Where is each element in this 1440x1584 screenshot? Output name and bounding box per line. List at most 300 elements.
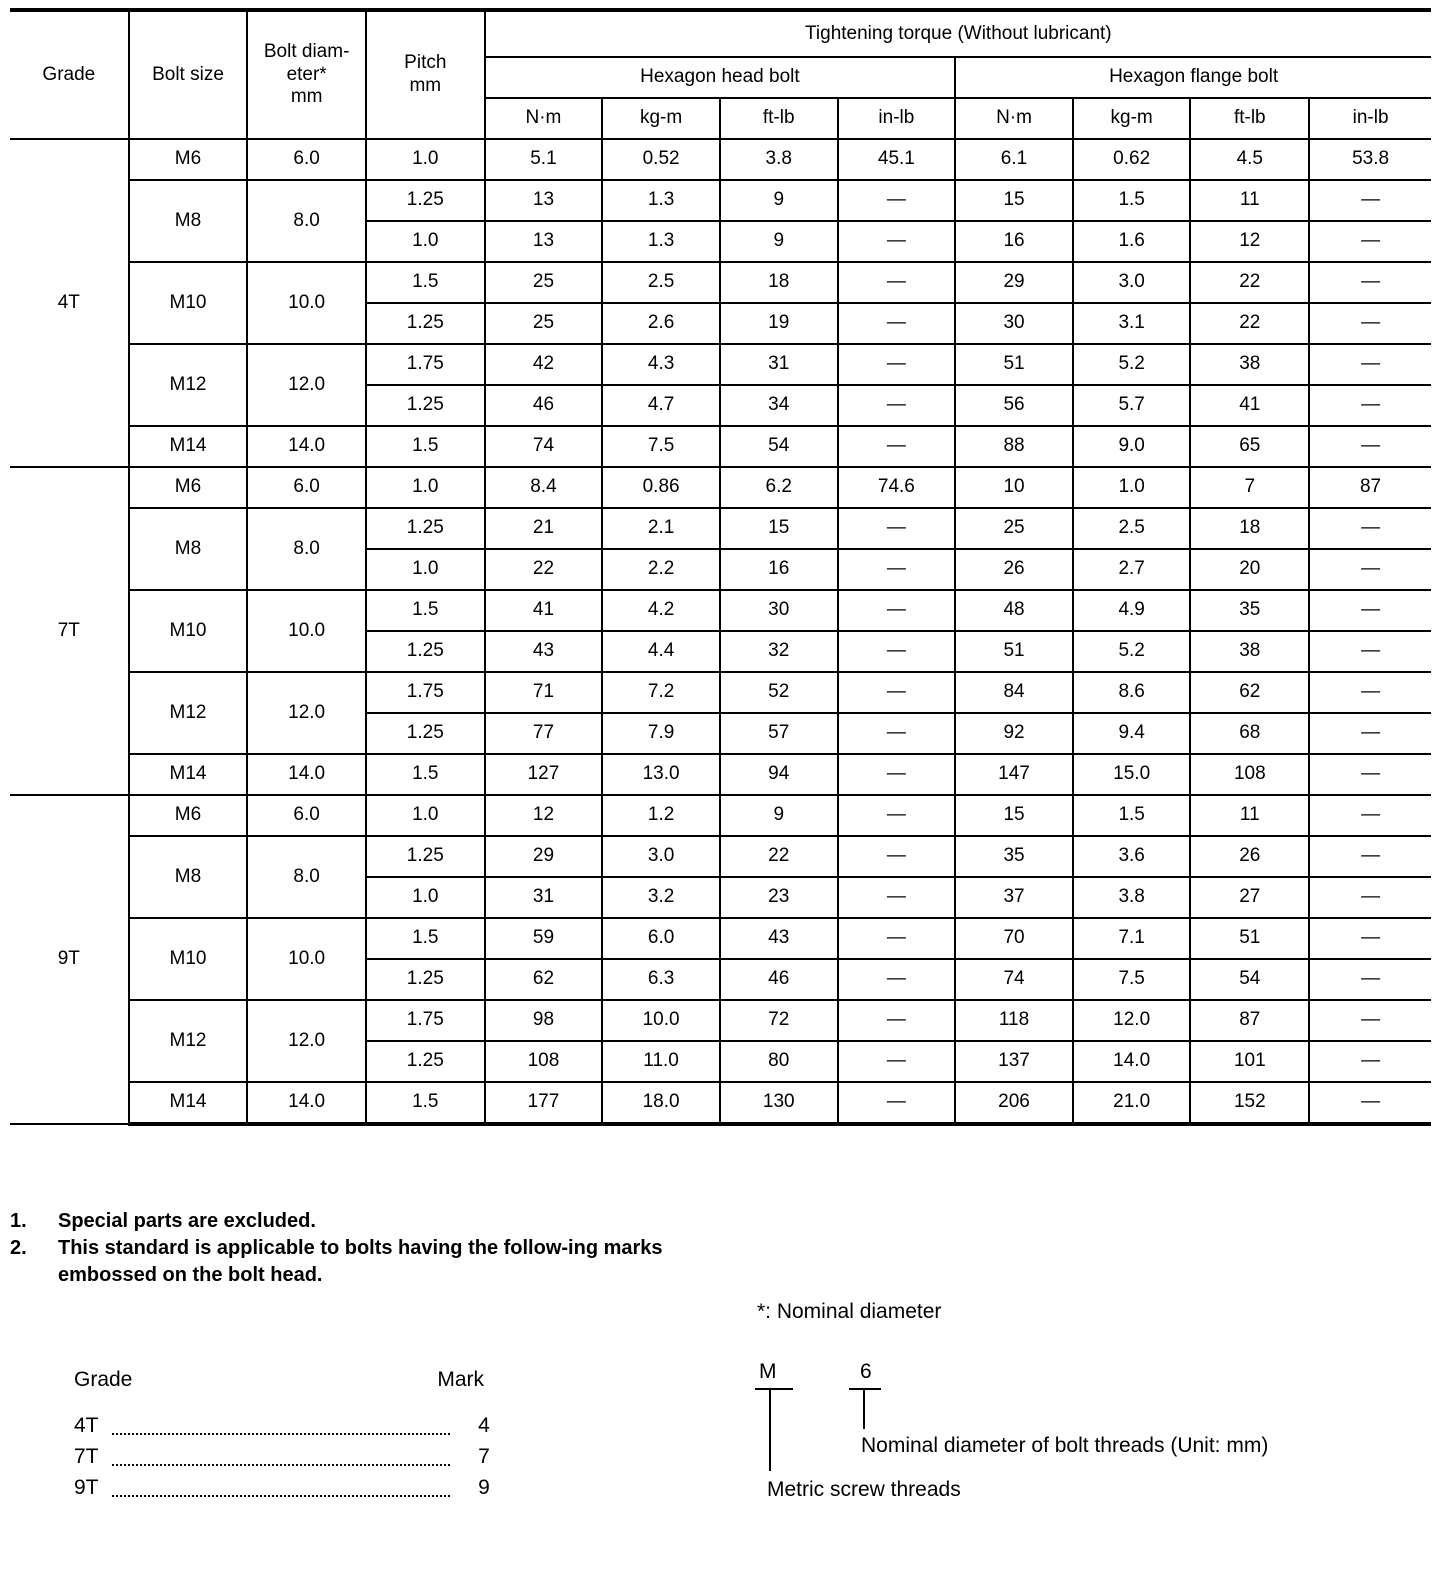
pitch-cell: 1.5 bbox=[366, 1082, 485, 1124]
unit-header: kg-m bbox=[602, 98, 720, 139]
torque-value-cell: 22 bbox=[485, 549, 603, 590]
pitch-cell: 1.25 bbox=[366, 1041, 485, 1082]
bolt-diameter-cell: 14.0 bbox=[247, 754, 366, 795]
bolt-size-cell: M12 bbox=[129, 1000, 248, 1082]
torque-value-cell: 62 bbox=[1190, 672, 1309, 713]
bolt-diameter-cell: 8.0 bbox=[247, 180, 366, 262]
table-row bbox=[10, 754, 1431, 795]
pitch-cell: 1.0 bbox=[366, 139, 485, 180]
table-row bbox=[10, 1000, 1431, 1041]
torque-value-cell: 2.6 bbox=[602, 303, 720, 344]
torque-value-cell: 118 bbox=[955, 1000, 1073, 1041]
torque-value-cell: — bbox=[838, 713, 956, 754]
table-header bbox=[10, 10, 1431, 139]
torque-value-cell: 5.2 bbox=[1073, 631, 1191, 672]
torque-value-cell: 18 bbox=[1190, 508, 1309, 549]
pitch-cell: 1.5 bbox=[366, 754, 485, 795]
torque-value-cell: 13.0 bbox=[602, 754, 720, 795]
torque-value-cell: 2.7 bbox=[1073, 549, 1191, 590]
pitch-cell: 1.0 bbox=[366, 221, 485, 262]
bolt-size-cell: M8 bbox=[129, 508, 248, 590]
torque-value-cell: 130 bbox=[720, 1082, 838, 1124]
torque-value-cell: 9 bbox=[720, 221, 838, 262]
torque-value-cell: 3.0 bbox=[1073, 262, 1191, 303]
torque-value-cell: 0.62 bbox=[1073, 139, 1191, 180]
torque-value-cell: 53.8 bbox=[1309, 139, 1431, 180]
torque-value-cell: 29 bbox=[955, 262, 1073, 303]
table-row bbox=[10, 180, 1431, 221]
torque-value-cell: 62 bbox=[485, 959, 603, 1000]
bolt-diameter-cell: 12.0 bbox=[247, 344, 366, 426]
torque-value-cell: 7.1 bbox=[1073, 918, 1191, 959]
torque-value-cell: 152 bbox=[1190, 1082, 1309, 1124]
torque-value-cell: 84 bbox=[955, 672, 1073, 713]
torque-value-cell: 46 bbox=[485, 385, 603, 426]
bolt-diameter-header-line1: Bolt diam- bbox=[263, 40, 350, 62]
torque-value-cell: — bbox=[838, 1082, 956, 1124]
torque-value-cell: 80 bbox=[720, 1041, 838, 1082]
table-row bbox=[10, 590, 1431, 631]
torque-value-cell: 25 bbox=[955, 508, 1073, 549]
torque-value-cell: 4.9 bbox=[1073, 590, 1191, 631]
torque-value-cell: 9 bbox=[720, 795, 838, 836]
bolt-size-header: Bolt size bbox=[129, 10, 248, 139]
unit-header: in-lb bbox=[1309, 98, 1431, 139]
torque-value-cell: 1.3 bbox=[602, 221, 720, 262]
torque-value-cell: 5.7 bbox=[1073, 385, 1191, 426]
torque-title-header: Tightening torque (Without lubricant) bbox=[485, 10, 1431, 57]
torque-value-cell: 87 bbox=[1190, 1000, 1309, 1041]
torque-value-cell: 22 bbox=[1190, 262, 1309, 303]
bolt-diameter-cell: 14.0 bbox=[247, 426, 366, 467]
notes bbox=[10, 1208, 710, 1289]
torque-value-cell: — bbox=[838, 508, 956, 549]
torque-value-cell: 45.1 bbox=[838, 139, 956, 180]
number-leader-line bbox=[863, 1389, 865, 1429]
torque-value-cell: 1.2 bbox=[602, 795, 720, 836]
torque-value-cell: 9.4 bbox=[1073, 713, 1191, 754]
bolt-size-cell: M8 bbox=[129, 836, 248, 918]
torque-value-cell: — bbox=[838, 180, 956, 221]
torque-value-cell: — bbox=[838, 590, 956, 631]
torque-value-cell: 37 bbox=[955, 877, 1073, 918]
unit-header: N·m bbox=[485, 98, 603, 139]
table-row bbox=[10, 139, 1431, 180]
torque-value-cell: 6.3 bbox=[602, 959, 720, 1000]
mark-value: 4 bbox=[478, 1414, 490, 1437]
torque-value-cell: 30 bbox=[955, 303, 1073, 344]
torque-value-cell: — bbox=[1309, 385, 1431, 426]
torque-value-cell: 5.2 bbox=[1073, 344, 1191, 385]
torque-value-cell: 4.3 bbox=[602, 344, 720, 385]
torque-value-cell: 29 bbox=[485, 836, 603, 877]
bolt-diameter-header bbox=[247, 10, 366, 139]
torque-value-cell: 25 bbox=[485, 303, 603, 344]
torque-value-cell: 108 bbox=[485, 1041, 603, 1082]
torque-value-cell: 51 bbox=[1190, 918, 1309, 959]
torque-value-cell: — bbox=[1309, 959, 1431, 1000]
torque-value-cell: 6.1 bbox=[955, 139, 1073, 180]
torque-value-cell: — bbox=[1309, 918, 1431, 959]
diameter-number: 6 bbox=[860, 1360, 872, 1383]
bolt-diameter-cell: 10.0 bbox=[247, 590, 366, 672]
torque-value-cell: 46 bbox=[720, 959, 838, 1000]
torque-value-cell: 43 bbox=[485, 631, 603, 672]
unit-header: N·m bbox=[955, 98, 1073, 139]
grade-mark-list bbox=[74, 1368, 504, 1507]
pitch-cell: 1.25 bbox=[366, 508, 485, 549]
pitch-header-line1: Pitch bbox=[404, 52, 447, 74]
torque-value-cell: — bbox=[1309, 672, 1431, 713]
table-row bbox=[10, 918, 1431, 959]
torque-value-cell: 42 bbox=[485, 344, 603, 385]
torque-value-cell: 65 bbox=[1190, 426, 1309, 467]
torque-value-cell: 7.2 bbox=[602, 672, 720, 713]
bolt-size-cell: M6 bbox=[129, 139, 248, 180]
bolt-diameter-cell: 8.0 bbox=[247, 508, 366, 590]
torque-value-cell: 77 bbox=[485, 713, 603, 754]
torque-value-cell: 147 bbox=[955, 754, 1073, 795]
torque-value-cell: 1.3 bbox=[602, 180, 720, 221]
torque-value-cell: 22 bbox=[1190, 303, 1309, 344]
torque-value-cell: 9.0 bbox=[1073, 426, 1191, 467]
bolt-size-cell: M10 bbox=[129, 590, 248, 672]
torque-value-cell: 74.6 bbox=[838, 467, 956, 508]
pitch-cell: 1.5 bbox=[366, 262, 485, 303]
torque-value-cell: 4.7 bbox=[602, 385, 720, 426]
torque-value-cell: 92 bbox=[955, 713, 1073, 754]
torque-value-cell: 2.1 bbox=[602, 508, 720, 549]
torque-value-cell: 12.0 bbox=[1073, 1000, 1191, 1041]
torque-value-cell: 30 bbox=[720, 590, 838, 631]
torque-value-cell: 13 bbox=[485, 221, 603, 262]
bolt-diameter-cell: 10.0 bbox=[247, 262, 366, 344]
dot-leader bbox=[112, 1495, 450, 1497]
bolt-size-cell: M6 bbox=[129, 467, 248, 508]
bolt-size-cell: M14 bbox=[129, 754, 248, 795]
torque-value-cell: 57 bbox=[720, 713, 838, 754]
torque-value-cell: 0.86 bbox=[602, 467, 720, 508]
pitch-cell: 1.25 bbox=[366, 385, 485, 426]
torque-value-cell: — bbox=[838, 344, 956, 385]
torque-value-cell: 1.5 bbox=[1073, 795, 1191, 836]
torque-value-cell: 15 bbox=[955, 795, 1073, 836]
unit-header: in-lb bbox=[838, 98, 956, 139]
grade-mark-row bbox=[74, 1476, 504, 1507]
number-underline bbox=[849, 1388, 881, 1390]
pitch-cell: 1.75 bbox=[366, 1000, 485, 1041]
torque-value-cell: 0.52 bbox=[602, 139, 720, 180]
torque-value-cell: — bbox=[1309, 1041, 1431, 1082]
metric-description: Metric screw threads bbox=[767, 1478, 961, 1501]
torque-value-cell: 6.2 bbox=[720, 467, 838, 508]
bolt-diameter-header-line2: eter* bbox=[286, 63, 327, 85]
grade-value: 4T bbox=[74, 1414, 99, 1437]
torque-value-cell: 70 bbox=[955, 918, 1073, 959]
bolt-size-cell: M8 bbox=[129, 180, 248, 262]
grade-value: 7T bbox=[74, 1445, 99, 1468]
torque-value-cell: 137 bbox=[955, 1041, 1073, 1082]
pitch-cell: 1.75 bbox=[366, 344, 485, 385]
torque-value-cell: 9 bbox=[720, 180, 838, 221]
pitch-cell: 1.25 bbox=[366, 959, 485, 1000]
torque-value-cell: 2.5 bbox=[1073, 508, 1191, 549]
torque-value-cell: — bbox=[1309, 713, 1431, 754]
pitch-header-line2: mm bbox=[409, 75, 442, 96]
torque-value-cell: 72 bbox=[720, 1000, 838, 1041]
torque-value-cell: 11 bbox=[1190, 795, 1309, 836]
torque-value-cell: 26 bbox=[1190, 836, 1309, 877]
metric-letter: M bbox=[759, 1360, 777, 1383]
torque-value-cell: 38 bbox=[1190, 344, 1309, 385]
torque-value-cell: 127 bbox=[485, 754, 603, 795]
torque-value-cell: 5.1 bbox=[485, 139, 603, 180]
bolt-size-cell: M6 bbox=[129, 795, 248, 836]
bolt-diameter-cell: 12.0 bbox=[247, 672, 366, 754]
torque-value-cell: 206 bbox=[955, 1082, 1073, 1124]
torque-value-cell: 12 bbox=[485, 795, 603, 836]
bolt-diameter-cell: 6.0 bbox=[247, 467, 366, 508]
grade-value: 9T bbox=[74, 1476, 99, 1499]
hex-head-header: Hexagon head bolt bbox=[485, 57, 956, 98]
torque-value-cell: 16 bbox=[720, 549, 838, 590]
torque-value-cell: 12 bbox=[1190, 221, 1309, 262]
table-row bbox=[10, 795, 1431, 836]
torque-value-cell: 4.2 bbox=[602, 590, 720, 631]
torque-value-cell: 16 bbox=[955, 221, 1073, 262]
table-row bbox=[10, 836, 1431, 877]
torque-value-cell: 11.0 bbox=[602, 1041, 720, 1082]
torque-value-cell: 1.6 bbox=[1073, 221, 1191, 262]
torque-value-cell: — bbox=[838, 1000, 956, 1041]
torque-value-cell: 4.5 bbox=[1190, 139, 1309, 180]
torque-value-cell: 3.1 bbox=[1073, 303, 1191, 344]
mark-label: Mark bbox=[437, 1368, 484, 1391]
table-row bbox=[10, 344, 1431, 385]
letter-underline bbox=[755, 1388, 793, 1390]
torque-value-cell: — bbox=[838, 754, 956, 795]
torque-value-cell: 71 bbox=[485, 672, 603, 713]
torque-value-cell: 21.0 bbox=[1073, 1082, 1191, 1124]
diameter-description: Nominal diameter of bolt threads (Unit: mm) bbox=[861, 1434, 1269, 1457]
torque-value-cell: 41 bbox=[485, 590, 603, 631]
torque-value-cell: — bbox=[1309, 754, 1431, 795]
torque-value-cell: 7 bbox=[1190, 467, 1309, 508]
torque-value-cell: — bbox=[1309, 836, 1431, 877]
bolt-diameter-cell: 6.0 bbox=[247, 795, 366, 836]
torque-value-cell: 98 bbox=[485, 1000, 603, 1041]
torque-value-cell: 26 bbox=[955, 549, 1073, 590]
torque-value-cell: — bbox=[1309, 1082, 1431, 1124]
bolt-diameter-cell: 8.0 bbox=[247, 836, 366, 918]
torque-value-cell: 94 bbox=[720, 754, 838, 795]
torque-value-cell: 3.8 bbox=[1073, 877, 1191, 918]
pitch-cell: 1.25 bbox=[366, 180, 485, 221]
note-item bbox=[10, 1208, 710, 1235]
torque-value-cell: 31 bbox=[720, 344, 838, 385]
torque-value-cell: — bbox=[1309, 590, 1431, 631]
torque-value-cell: — bbox=[838, 385, 956, 426]
grade-cell: 7T bbox=[10, 467, 129, 795]
torque-value-cell: 8.6 bbox=[1073, 672, 1191, 713]
torque-value-cell: 108 bbox=[1190, 754, 1309, 795]
letter-leader-line bbox=[769, 1389, 771, 1471]
torque-value-cell: 52 bbox=[720, 672, 838, 713]
grade-header: Grade bbox=[10, 10, 129, 139]
torque-value-cell: 35 bbox=[955, 836, 1073, 877]
table-row bbox=[10, 467, 1431, 508]
torque-value-cell: 88 bbox=[955, 426, 1073, 467]
pitch-cell: 1.5 bbox=[366, 590, 485, 631]
pitch-cell: 1.0 bbox=[366, 877, 485, 918]
torque-value-cell: 7.5 bbox=[1073, 959, 1191, 1000]
pitch-header bbox=[366, 10, 485, 139]
torque-value-cell: 23 bbox=[720, 877, 838, 918]
pitch-cell: 1.5 bbox=[366, 426, 485, 467]
torque-value-cell: — bbox=[838, 959, 956, 1000]
torque-value-cell: 3.8 bbox=[720, 139, 838, 180]
table-row bbox=[10, 672, 1431, 713]
torque-value-cell: — bbox=[1309, 303, 1431, 344]
torque-value-cell: 51 bbox=[955, 631, 1073, 672]
torque-value-cell: — bbox=[1309, 508, 1431, 549]
torque-value-cell: — bbox=[1309, 262, 1431, 303]
torque-value-cell: 27 bbox=[1190, 877, 1309, 918]
torque-value-cell: 87 bbox=[1309, 467, 1431, 508]
grade-cell: 9T bbox=[10, 795, 129, 1124]
unit-header: ft-lb bbox=[720, 98, 838, 139]
mark-value: 7 bbox=[478, 1445, 490, 1468]
note-item bbox=[10, 1235, 710, 1289]
bolt-size-cell: M10 bbox=[129, 918, 248, 1000]
torque-value-cell: 25 bbox=[485, 262, 603, 303]
torque-value-cell: 1.0 bbox=[1073, 467, 1191, 508]
torque-value-cell: 51 bbox=[955, 344, 1073, 385]
torque-value-cell: 56 bbox=[955, 385, 1073, 426]
torque-value-cell: — bbox=[1309, 877, 1431, 918]
torque-value-cell: 20 bbox=[1190, 549, 1309, 590]
torque-value-cell: 38 bbox=[1190, 631, 1309, 672]
torque-value-cell: 8.4 bbox=[485, 467, 603, 508]
torque-value-cell: — bbox=[838, 221, 956, 262]
torque-value-cell: — bbox=[838, 672, 956, 713]
torque-value-cell: 15 bbox=[720, 508, 838, 549]
table-row bbox=[10, 426, 1431, 467]
torque-value-cell: — bbox=[1309, 631, 1431, 672]
torque-value-cell: — bbox=[838, 303, 956, 344]
torque-value-cell: — bbox=[838, 1041, 956, 1082]
torque-value-cell: 32 bbox=[720, 631, 838, 672]
torque-value-cell: 48 bbox=[955, 590, 1073, 631]
note-text: This standard is applicable to bolts having the follow-ing marks embossed on the bolt head. bbox=[58, 1237, 663, 1286]
torque-value-cell: 3.2 bbox=[602, 877, 720, 918]
bolt-size-cell: M10 bbox=[129, 262, 248, 344]
torque-value-cell: 101 bbox=[1190, 1041, 1309, 1082]
torque-value-cell: 7.9 bbox=[602, 713, 720, 754]
torque-value-cell: 10 bbox=[955, 467, 1073, 508]
torque-value-cell: — bbox=[838, 877, 956, 918]
torque-value-cell: 35 bbox=[1190, 590, 1309, 631]
bolt-diameter-cell: 6.0 bbox=[247, 139, 366, 180]
table-row bbox=[10, 262, 1431, 303]
torque-value-cell: — bbox=[838, 262, 956, 303]
bolt-diameter-cell: 14.0 bbox=[247, 1082, 366, 1124]
table-body bbox=[10, 139, 1431, 1124]
nominal-diameter-note: *: Nominal diameter bbox=[757, 1300, 942, 1323]
note-text: Special parts are excluded. bbox=[58, 1210, 316, 1232]
pitch-cell: 1.25 bbox=[366, 303, 485, 344]
torque-value-cell: 13 bbox=[485, 180, 603, 221]
torque-value-cell: 18.0 bbox=[602, 1082, 720, 1124]
dot-leader bbox=[112, 1464, 450, 1466]
grade-label: Grade bbox=[74, 1368, 133, 1391]
torque-value-cell: 43 bbox=[720, 918, 838, 959]
pitch-cell: 1.25 bbox=[366, 631, 485, 672]
torque-value-cell: 21 bbox=[485, 508, 603, 549]
unit-header: ft-lb bbox=[1190, 98, 1309, 139]
torque-value-cell: 19 bbox=[720, 303, 838, 344]
pitch-cell: 1.25 bbox=[366, 713, 485, 754]
torque-table bbox=[10, 8, 1431, 1126]
torque-value-cell: 74 bbox=[955, 959, 1073, 1000]
torque-value-cell: — bbox=[1309, 221, 1431, 262]
pitch-cell: 1.0 bbox=[366, 467, 485, 508]
unit-header: kg-m bbox=[1073, 98, 1191, 139]
torque-value-cell: — bbox=[838, 549, 956, 590]
pitch-cell: 1.75 bbox=[366, 672, 485, 713]
note-number: 2. bbox=[10, 1237, 27, 1259]
hex-flange-header: Hexagon flange bolt bbox=[955, 57, 1431, 98]
bolt-size-cell: M14 bbox=[129, 1082, 248, 1124]
bolt-size-cell: M12 bbox=[129, 672, 248, 754]
dot-leader bbox=[112, 1433, 450, 1435]
torque-value-cell: — bbox=[838, 918, 956, 959]
torque-value-cell: 68 bbox=[1190, 713, 1309, 754]
grade-mark-row bbox=[74, 1445, 504, 1476]
torque-value-cell: 10.0 bbox=[602, 1000, 720, 1041]
torque-value-cell: 14.0 bbox=[1073, 1041, 1191, 1082]
torque-value-cell: 2.2 bbox=[602, 549, 720, 590]
torque-value-cell: 4.4 bbox=[602, 631, 720, 672]
torque-value-cell: 54 bbox=[1190, 959, 1309, 1000]
bolt-diameter-cell: 12.0 bbox=[247, 1000, 366, 1082]
torque-value-cell: 3.0 bbox=[602, 836, 720, 877]
bolt-size-cell: M12 bbox=[129, 344, 248, 426]
torque-value-cell: — bbox=[1309, 1000, 1431, 1041]
torque-value-cell: 41 bbox=[1190, 385, 1309, 426]
torque-value-cell: 31 bbox=[485, 877, 603, 918]
torque-value-cell: — bbox=[838, 426, 956, 467]
torque-value-cell: 18 bbox=[720, 262, 838, 303]
grade-cell: 4T bbox=[10, 139, 129, 467]
bolt-diameter-header-line3: mm bbox=[290, 86, 323, 108]
pitch-cell: 1.0 bbox=[366, 795, 485, 836]
pitch-cell: 1.25 bbox=[366, 836, 485, 877]
grade-mark-row bbox=[74, 1414, 504, 1445]
torque-value-cell: — bbox=[1309, 549, 1431, 590]
torque-value-cell: — bbox=[1309, 795, 1431, 836]
note-number: 1. bbox=[10, 1210, 27, 1232]
torque-value-cell: 177 bbox=[485, 1082, 603, 1124]
torque-value-cell: 22 bbox=[720, 836, 838, 877]
torque-value-cell: 6.0 bbox=[602, 918, 720, 959]
torque-value-cell: 15.0 bbox=[1073, 754, 1191, 795]
torque-value-cell: 54 bbox=[720, 426, 838, 467]
table-row bbox=[10, 508, 1431, 549]
mark-value: 9 bbox=[478, 1476, 490, 1499]
bolt-size-cell: M14 bbox=[129, 426, 248, 467]
torque-value-cell: — bbox=[1309, 180, 1431, 221]
